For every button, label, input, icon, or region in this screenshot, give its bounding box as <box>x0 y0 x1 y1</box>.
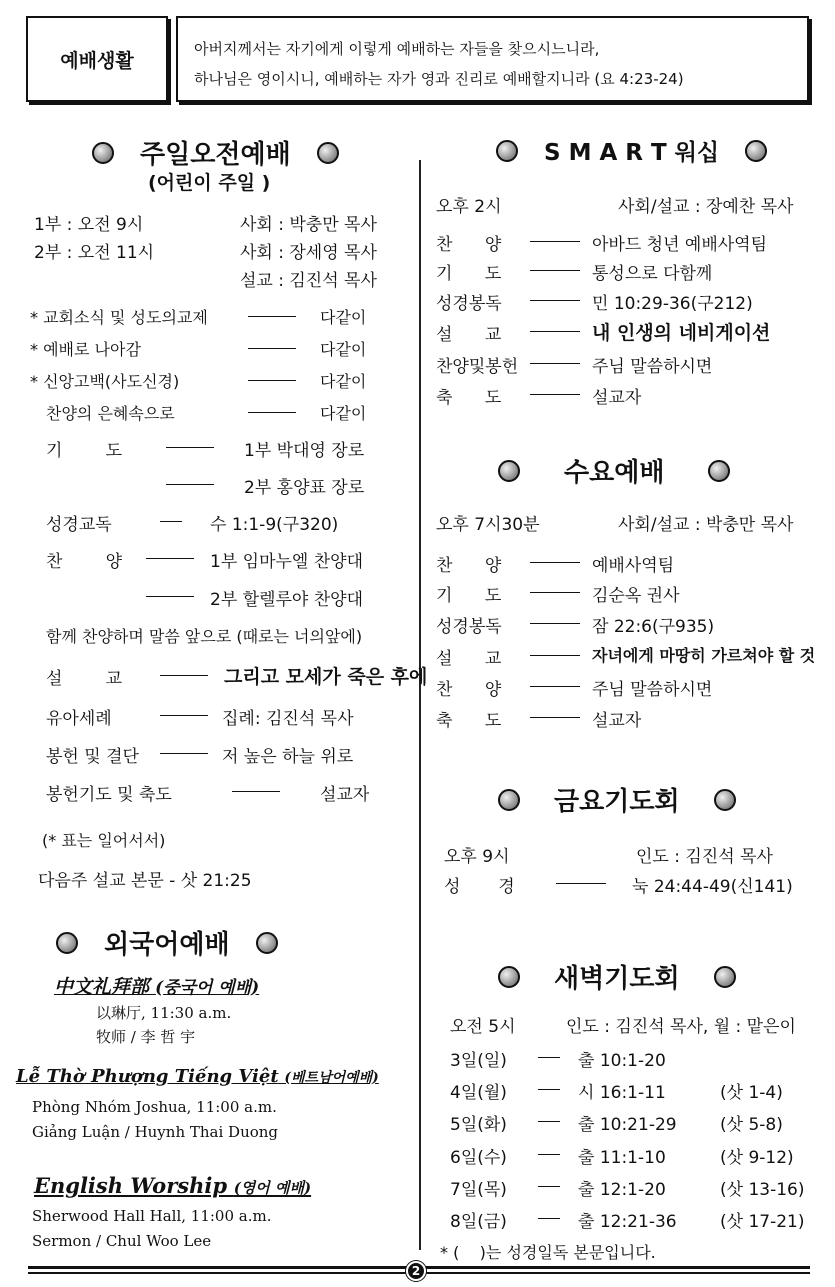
bullet-icon <box>714 789 736 811</box>
smart-row-label: 설 교 <box>436 325 502 345</box>
reading-label: 성경교독 <box>46 515 112 535</box>
dash-line <box>146 596 194 597</box>
english-subtitle: (영어 예배) <box>233 1179 312 1197</box>
next-sermon: 다음주 설교 본문 - 삿 21:25 <box>38 871 252 891</box>
section-tag-label: 예배생활 <box>60 49 134 72</box>
bullet-icon <box>745 140 767 162</box>
dawn-extra: (삿 9-12) <box>720 1148 794 1168</box>
wednesday-leader: 사회/설교 : 박충만 목사 <box>618 515 794 535</box>
bullet-icon <box>498 966 520 988</box>
bullet-icon <box>714 966 736 988</box>
page-number: 2 <box>406 1261 426 1281</box>
dash-line <box>530 241 580 242</box>
dawn-title-row <box>498 958 736 995</box>
vietnamese-line-1: Phòng Nhóm Joshua, 11:00 a.m. <box>32 1098 277 1116</box>
dash-line <box>530 717 580 718</box>
prayer-2: 2부 홍양표 장로 <box>244 478 365 498</box>
wednesday-row-value: 잠 22:6(구935) <box>592 617 715 637</box>
friday-leader: 인도 : 김진석 목사 <box>636 847 773 867</box>
dash-line <box>530 331 580 332</box>
dash-line <box>160 753 208 754</box>
smart-title: S M A R T 워십 <box>544 140 720 166</box>
dawn-extra: (삿 5-8) <box>720 1115 783 1135</box>
friday-title: 금요기도회 <box>554 787 680 817</box>
vietnamese-title: Lễ Thờ Phượng Tiếng Việt <box>16 1066 279 1087</box>
dash-line <box>160 675 208 676</box>
praise-2: 2부 할렐루야 찬양대 <box>210 590 363 610</box>
dash-line <box>248 316 296 317</box>
dash-line <box>530 686 580 687</box>
order-item-value: 다같이 <box>320 308 367 327</box>
dawn-title: 새벽기도회 <box>554 964 680 994</box>
dash-line <box>538 1186 560 1187</box>
vietnamese-worship-title <box>16 1066 379 1087</box>
smart-row-label: 축 도 <box>436 388 502 408</box>
chinese-worship-title <box>54 972 259 999</box>
standing-note: (* 표는 일어서서) <box>42 831 166 850</box>
baptism-label: 유아세례 <box>46 709 112 729</box>
dawn-extra: (삿 13-16) <box>720 1180 805 1200</box>
dash-line <box>530 592 580 593</box>
dawn-text: 출 10:1-20 <box>578 1051 666 1071</box>
together-text: 함께 찬양하며 말씀 앞으로 (때로는 너의앞에) <box>46 627 363 646</box>
sunday-title-row <box>92 134 339 171</box>
prayer-label: 기 도 <box>46 441 123 461</box>
wednesday-row-value: 설교자 <box>592 711 642 731</box>
english-line-1: Sherwood Hall Hall, 11:00 a.m. <box>32 1207 272 1225</box>
bullet-icon <box>498 789 520 811</box>
dash-line <box>530 270 580 271</box>
foreign-title: 외국어예배 <box>104 930 230 960</box>
english-worship-title <box>34 1173 311 1198</box>
dash-line <box>538 1218 560 1219</box>
dawn-note: * ( )는 성경일독 본문입니다. <box>440 1243 656 1262</box>
wednesday-row-label: 축 도 <box>436 711 502 731</box>
offering-label: 봉헌 및 결단 <box>46 747 139 767</box>
dash-line <box>166 447 214 448</box>
wednesday-sermon-title: 자녀에게 마땅히 가르쳐야 할 것 <box>592 646 816 665</box>
dawn-text: 출 11:1-10 <box>578 1148 666 1168</box>
dash-line <box>166 484 214 485</box>
chinese-line-2: 牧师 / 李 哲 宇 <box>96 1028 196 1046</box>
dash-line <box>538 1154 560 1155</box>
dawn-day: 5일(화) <box>450 1115 507 1135</box>
dawn-day: 7일(목) <box>450 1180 507 1200</box>
dawn-text: 출 12:1-20 <box>578 1180 666 1200</box>
wednesday-row-value: 김순옥 권사 <box>592 586 680 606</box>
bullet-icon <box>498 460 520 482</box>
benediction-text: 설교자 <box>320 785 370 805</box>
verse-line-2: 하나님은 영이시니, 예배하는 자가 영과 진리로 예배할지니라 (요 4:23-24) <box>194 70 684 88</box>
dash-line <box>160 521 182 522</box>
dash-line <box>248 412 296 413</box>
smart-leader: 사회/설교 : 장예찬 목사 <box>618 197 794 217</box>
wednesday-title-row <box>498 452 730 489</box>
dash-line <box>556 883 606 884</box>
page-footer <box>28 1264 810 1278</box>
smart-row-value: 주님 말씀하시면 <box>592 357 713 377</box>
smart-row-value: 민 10:29-36(구212) <box>592 294 753 314</box>
sunday-leader-2: 사회 : 장세영 목사 <box>240 243 377 263</box>
vietnamese-subtitle: (베트남어예배) <box>284 1070 379 1086</box>
sermon-title: 그리고 모세가 죽은 후에 <box>224 666 428 688</box>
praise-label: 찬 양 <box>46 552 123 572</box>
bullet-icon <box>92 142 114 164</box>
verse-line-1: 아버지께서는 자기에게 이렇게 예배하는 자들을 찾으시느니라, <box>194 40 600 58</box>
bullet-icon <box>708 460 730 482</box>
dash-line <box>530 623 580 624</box>
smart-row-value: 통성으로 다함께 <box>592 264 713 284</box>
wednesday-row-label: 성경봉독 <box>436 617 502 637</box>
friday-time: 오후 9시 <box>444 847 510 867</box>
order-item-value: 다같이 <box>320 372 367 391</box>
order-item-value: 다같이 <box>320 340 367 359</box>
dawn-day: 8일(금) <box>450 1212 507 1232</box>
dash-line <box>248 380 296 381</box>
column-divider <box>419 160 421 1250</box>
foreign-title-row <box>56 924 278 961</box>
sunday-title: 주일오전예배 <box>140 140 291 170</box>
dash-line <box>530 562 580 563</box>
offering-text: 저 높은 하늘 위로 <box>222 747 354 767</box>
dawn-extra: (삿 17-21) <box>720 1212 805 1232</box>
dash-line <box>530 655 580 656</box>
dawn-day: 3일(일) <box>450 1051 507 1071</box>
dash-line <box>530 300 580 301</box>
order-item-label: 찬양의 은혜속으로 <box>46 404 175 423</box>
sermon-label: 설 교 <box>46 669 123 689</box>
order-item-value: 다같이 <box>320 404 367 423</box>
dash-line <box>146 558 194 559</box>
vietnamese-line-2: Giảng Luận / Huynh Thai Duong <box>32 1123 279 1141</box>
benediction-label: 봉헌기도 및 축도 <box>46 785 172 805</box>
wednesday-row-value: 주님 말씀하시면 <box>592 680 713 700</box>
sunday-preacher: 설교 : 김진석 목사 <box>240 271 377 291</box>
smart-sermon-title: 내 인생의 네비게이션 <box>592 322 771 344</box>
smart-time: 오후 2시 <box>436 197 502 217</box>
smart-row-label: 찬 양 <box>436 235 502 255</box>
section-tag <box>26 16 168 102</box>
smart-row-value: 설교자 <box>592 388 642 408</box>
wednesday-row-label: 찬 양 <box>436 680 502 700</box>
dash-line <box>538 1057 560 1058</box>
wednesday-row-label: 설 교 <box>436 649 502 669</box>
smart-row-value: 아바드 청년 예배사역팀 <box>592 235 768 255</box>
dash-line <box>232 791 280 792</box>
bullet-icon <box>56 932 78 954</box>
smart-row-label: 기 도 <box>436 264 502 284</box>
dawn-text: 출 12:21-36 <box>578 1212 677 1232</box>
order-item-label: * 예배로 나아감 <box>30 340 141 359</box>
sunday-time-2: 2부 : 오전 11시 <box>34 243 155 263</box>
chinese-subtitle: (중국어 예배) <box>155 978 260 998</box>
smart-row-label: 찬양및봉헌 <box>436 357 519 377</box>
prayer-1: 1부 박대영 장로 <box>244 441 365 461</box>
wednesday-row-label: 찬 양 <box>436 556 502 576</box>
dawn-time: 오전 5시 <box>450 1017 516 1037</box>
bullet-icon <box>496 140 518 162</box>
friday-reading: 눅 24:44-49(신141) <box>632 877 793 897</box>
friday-reading-label: 성 경 <box>444 877 515 897</box>
chinese-line-1: 以琳厅, 11:30 a.m. <box>96 1004 232 1022</box>
smart-title-row <box>496 134 767 167</box>
dawn-leader: 인도 : 김진석 목사, 월 : 맡은이 <box>566 1017 796 1037</box>
dawn-day: 6일(수) <box>450 1148 507 1168</box>
dash-line <box>160 715 208 716</box>
dash-line <box>530 363 580 364</box>
reading-text: 수 1:1-9(구320) <box>210 515 339 535</box>
smart-row-label: 성경봉독 <box>436 294 502 314</box>
english-line-2: Sermon / Chul Woo Lee <box>32 1232 212 1250</box>
english-title: English Worship <box>34 1173 228 1198</box>
order-item-label: * 신앙고백(사도신경) <box>30 372 180 391</box>
dash-line <box>530 394 580 395</box>
wednesday-row-value: 예배사역팀 <box>592 556 675 576</box>
dash-line <box>248 348 296 349</box>
friday-title-row <box>498 781 736 818</box>
dawn-text: 출 10:21-29 <box>578 1115 677 1135</box>
dash-line <box>538 1089 560 1090</box>
bullet-icon <box>256 932 278 954</box>
baptism-text: 집례: 김진석 목사 <box>222 709 354 729</box>
dawn-extra: (삿 1-4) <box>720 1083 783 1103</box>
dawn-day: 4일(월) <box>450 1083 507 1103</box>
header-verse <box>176 16 809 102</box>
order-item-label: * 교회소식 및 성도의교제 <box>30 308 208 327</box>
dawn-text: 시 16:1-11 <box>578 1083 666 1103</box>
sunday-subtitle: (어린이 주일 ) <box>148 172 271 194</box>
dash-line <box>538 1121 560 1122</box>
sunday-leader-1: 사회 : 박충만 목사 <box>240 215 377 235</box>
wednesday-title: 수요예배 <box>564 458 665 488</box>
wednesday-row-label: 기 도 <box>436 586 502 606</box>
bullet-icon <box>317 142 339 164</box>
wednesday-time: 오후 7시30분 <box>436 515 540 535</box>
sunday-time-1: 1부 : 오전 9시 <box>34 215 144 235</box>
praise-1: 1부 임마누엘 찬양대 <box>210 552 363 572</box>
chinese-title: 中文礼拜部 <box>54 976 150 998</box>
